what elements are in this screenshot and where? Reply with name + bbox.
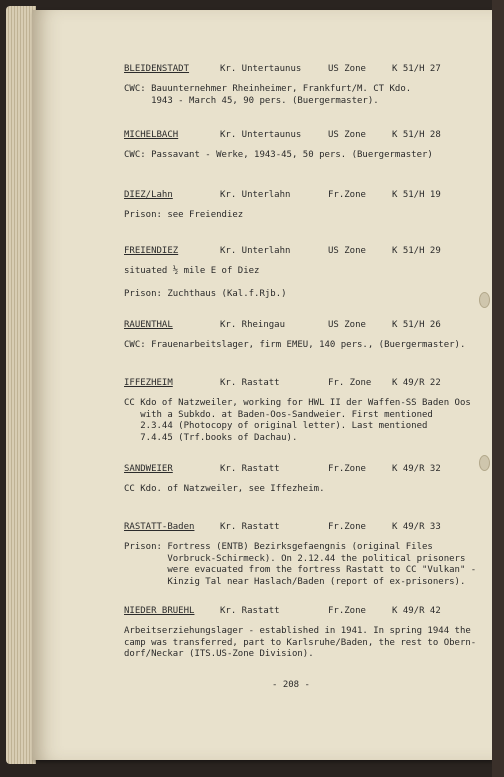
text-line: CC Kdo. of Natzweiler, see Iffezheim.	[124, 484, 325, 494]
zone: Fr.Zone	[328, 606, 366, 616]
text-line: CWC: Bauunternehmer Rheinheimer, Frankfurt/M. CT Kdo.	[124, 84, 412, 94]
entry-rauenthal	[124, 320, 465, 352]
text-line: Prison: see Freiendiez	[124, 210, 244, 220]
map-code: K 51/H 29	[392, 246, 441, 256]
entry-bleidenstadt	[124, 64, 441, 107]
text-line: 1943 - March 45, 90 pers. (Buergermaster).	[124, 95, 379, 106]
text-line: with a Subkdo. at Baden-Oos-Sandweier. First mentioned	[124, 409, 433, 420]
zone: Fr. Zone	[328, 378, 372, 388]
district: Kr. Rastatt	[220, 378, 280, 388]
map-code: K 51/H 26	[392, 320, 441, 330]
binder-hole	[479, 455, 490, 471]
entry-header	[124, 130, 441, 142]
text-line: situated ½ mile E of Diez	[124, 266, 260, 276]
entry-header	[124, 606, 476, 618]
map-code: K 51/H 28	[392, 130, 441, 140]
map-code: K 49/R 32	[392, 464, 441, 474]
text-line: CWC: Frauenarbeitslager, firm EMEU, 140 pers., (Buergermaster).	[124, 340, 466, 350]
entry-text	[124, 84, 411, 107]
zone: Fr.Zone	[328, 464, 366, 474]
entry-iffezheim	[124, 378, 471, 444]
zone: US Zone	[328, 320, 366, 330]
district: Kr. Unterlahn	[220, 246, 291, 256]
entry-header	[124, 378, 471, 390]
entry-rastatt	[124, 522, 476, 588]
entry-header	[124, 464, 441, 476]
place-name: FREIENDIEZ	[124, 246, 179, 256]
zone: US Zone	[328, 64, 366, 74]
map-code: K 49/R 42	[392, 606, 441, 616]
map-code: K 49/R 22	[392, 378, 441, 388]
zone: Fr.Zone	[328, 190, 366, 200]
entry-freiendiez	[124, 246, 441, 301]
zone: US Zone	[328, 130, 366, 140]
zone: Fr.Zone	[328, 522, 366, 532]
binder-hole	[479, 292, 490, 308]
entry-header	[124, 64, 441, 76]
entry-text	[124, 484, 324, 496]
entry-text	[124, 210, 243, 222]
place-name: RASTATT-Baden	[124, 522, 195, 532]
entry-diez	[124, 190, 441, 222]
text-line: CC Kdo of Natzweiler, working for HWL II der Waffen-SS Baden Oos	[124, 398, 471, 408]
district: Kr. Rastatt	[220, 606, 280, 616]
place-name: SANDWEIER	[124, 464, 173, 474]
entry-sandweier	[124, 464, 441, 496]
district: Kr. Rastatt	[220, 522, 280, 532]
entry-header	[124, 246, 441, 258]
text-line: were evacuated from the fortress Rastatt to CC "Vulkan" -	[124, 565, 477, 575]
place-name: IFFEZHEIM	[124, 378, 173, 388]
right-binding-edge	[492, 0, 504, 777]
entry-text	[124, 150, 433, 162]
place-name: RAUENTHAL	[124, 320, 173, 330]
entry-michelbach	[124, 130, 441, 162]
entry-text	[124, 626, 476, 661]
district: Kr. Untertaunus	[220, 64, 302, 74]
text-line: camp was transferred, part to Karlsruhe/Baden, the rest to Obern-	[124, 637, 477, 648]
place-name: BLEIDENSTADT	[124, 64, 190, 74]
entry-nieder-bruehl	[124, 606, 476, 661]
map-code: K 51/H 19	[392, 190, 441, 200]
place-name: DIEZ/Lahn	[124, 190, 173, 200]
entry-header	[124, 522, 476, 534]
text-line: Arbeitserziehungslager - established in 1941. In spring 1944 the	[124, 626, 471, 636]
entry-header	[124, 190, 441, 202]
page-number: - 208 -	[272, 680, 310, 690]
district: Kr. Rastatt	[220, 464, 280, 474]
place-name: MICHELBACH	[124, 130, 179, 140]
entry-text	[124, 398, 471, 444]
text-line: CWC: Passavant - Werke, 1943-45, 50 pers. (Buergermaster)	[124, 150, 433, 160]
text-line: Vorbruck-Schirmeck). On 2.12.44 the political prisoners	[124, 553, 466, 564]
entry-text	[124, 542, 476, 588]
text-line: Kinzig Tal near Haslach/Baden (report of ex-prisoners).	[124, 576, 466, 587]
text-line: Prison: Fortress (ENTB) Bezirksgefaengnis (original Files	[124, 542, 433, 552]
zone: US Zone	[328, 246, 366, 256]
text-line: Prison: Zuchthaus (Kal.f.Rjb.)	[124, 289, 287, 299]
entry-text	[124, 266, 287, 301]
district: Kr. Untertaunus	[220, 130, 302, 140]
map-code: K 49/R 33	[392, 522, 441, 532]
place-name: NIEDER BRUEHL	[124, 606, 195, 616]
text-line: 7.4.45 (Trf.books of Dachau).	[124, 432, 298, 443]
district: Kr. Unterlahn	[220, 190, 291, 200]
district: Kr. Rheingau	[220, 320, 286, 330]
text-line: dorf/Neckar (ITS.US-Zone Division).	[124, 649, 314, 659]
map-code: K 51/H 27	[392, 64, 441, 74]
entry-text	[124, 340, 465, 352]
text-line: 2.3.44 (Photocopy of original letter). Last mentioned	[124, 421, 428, 431]
entry-header	[124, 320, 465, 332]
